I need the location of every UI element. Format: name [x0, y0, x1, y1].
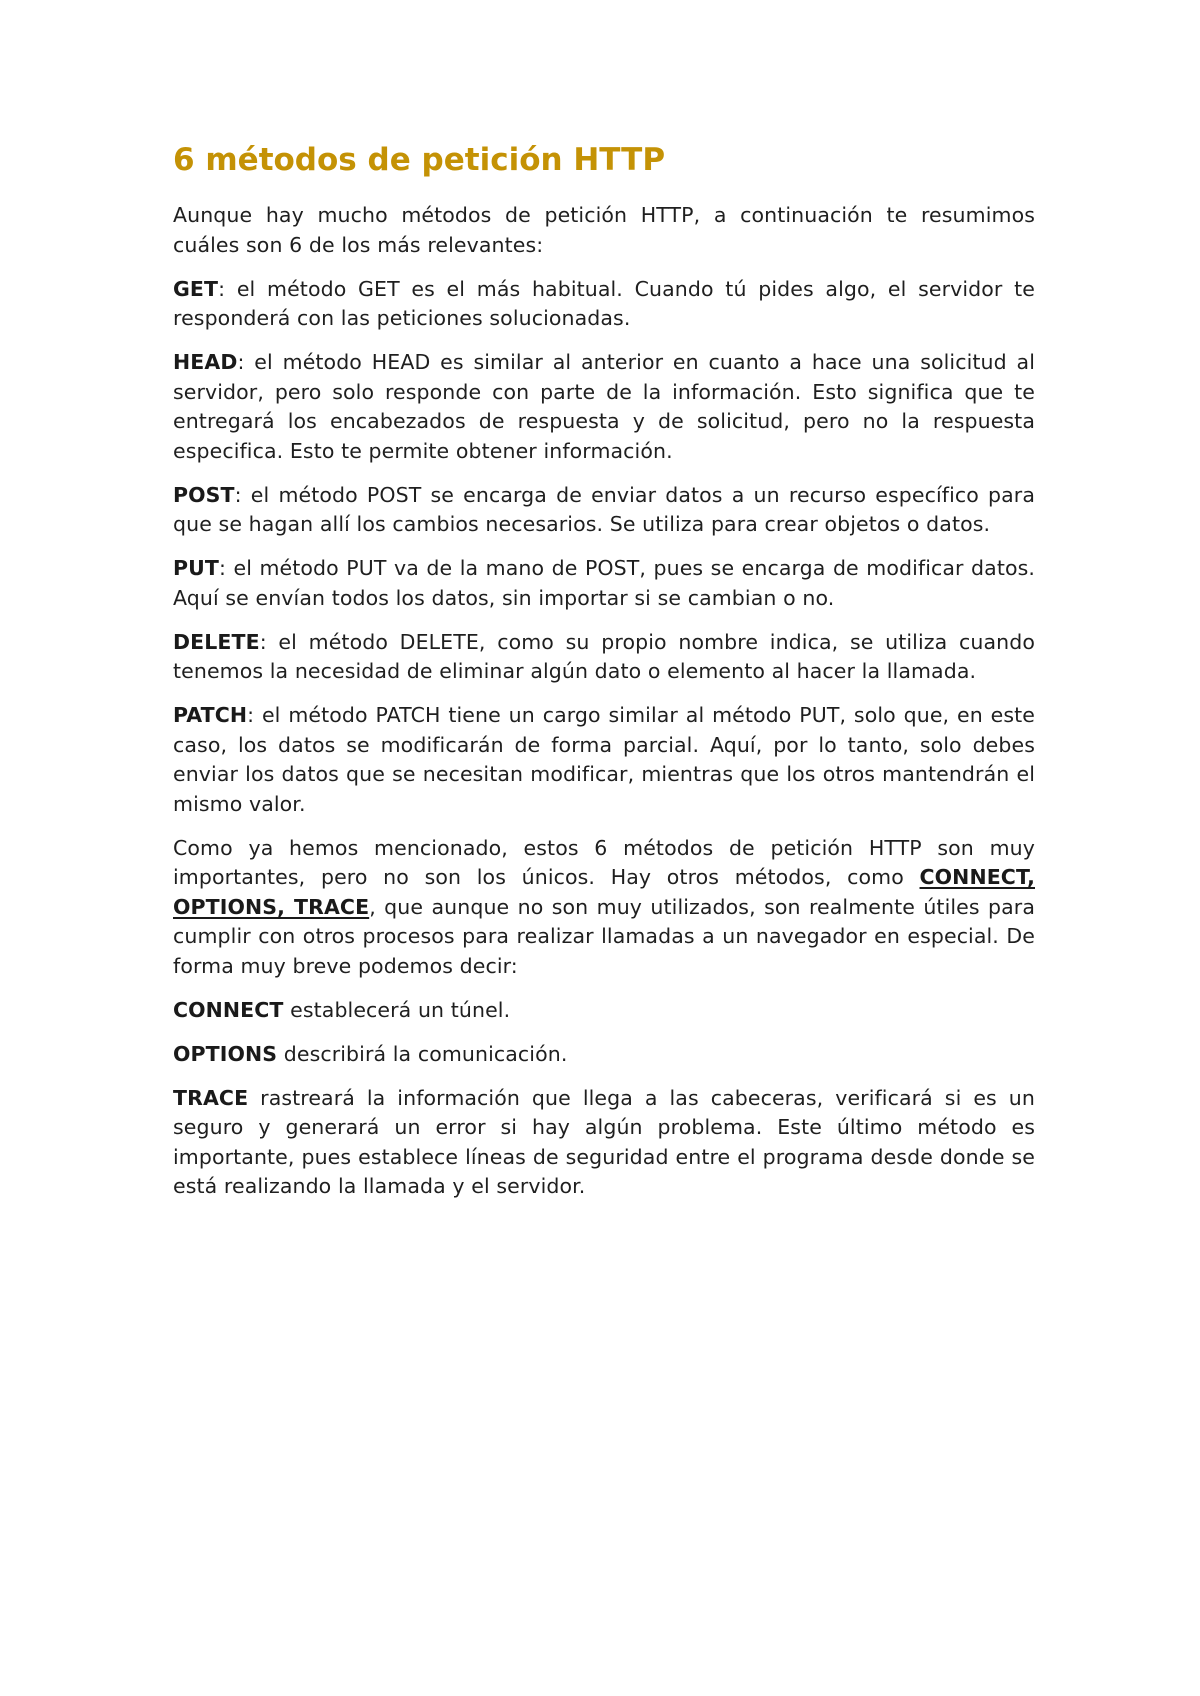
method-separator: :	[237, 350, 255, 375]
intro-paragraph: Aunque hay mucho métodos de petición HTTP, a continuación te resumimos cuáles son 6 de los más relevantes:	[173, 203, 1035, 257]
closing-text-after: , que aunque no son muy utilizados, son realmente útiles para cumplir con otros procesos para realizar llamadas a un navegador en especial. De forma muy breve podemos decir:	[173, 894, 1035, 978]
extra-method-description: establecerá un túnel.	[283, 997, 511, 1022]
other-methods-link[interactable]: CONNECT, OPTIONS, TRACE	[173, 865, 1035, 919]
method-description: el método GET es el más habitual. Cuando tú pides algo, el servidor te responderá con las peticiones solucionadas.	[173, 276, 1035, 331]
extra-method-name: TRACE	[173, 1085, 249, 1110]
method-paragraph-get	[173, 275, 1035, 334]
extra-method-name: CONNECT	[173, 997, 284, 1022]
method-paragraph-put	[173, 554, 1035, 613]
extra-method-name: OPTIONS	[173, 1041, 278, 1066]
method-name: DELETE	[173, 629, 260, 654]
closing-paragraph	[173, 834, 1035, 982]
method-separator: :	[247, 703, 262, 728]
extra-method-description: rastreará la información que llega a las cabeceras, verificará si es un seguro y generará un error si hay algún problema. Este último método es importante, pues establece líneas de seguridad entre el programa desde donde se está realizando la llamada y el servidor.	[173, 1085, 1035, 1199]
method-paragraph-head	[173, 348, 1035, 466]
extra-method-connect	[173, 996, 1035, 1026]
method-name: PUT	[173, 556, 219, 581]
method-name: PATCH	[173, 703, 248, 728]
method-description: el método PUT va de la mano de POST, pues se encarga de modificar datos. Aquí se envían todos los datos, sin importar si se cambian o no.	[173, 556, 1036, 610]
method-name: POST	[173, 482, 235, 507]
method-separator: :	[218, 276, 237, 301]
method-separator: :	[218, 556, 234, 581]
method-separator: :	[234, 482, 251, 507]
method-paragraph-patch	[173, 701, 1035, 819]
document-page	[173, 142, 1035, 1216]
extra-method-options	[173, 1040, 1035, 1070]
method-description: el método POST se encarga de enviar datos a un recurso específico para que se hagan allí los cambios necesarios. Se utiliza para crear objetos o datos.	[173, 482, 1035, 537]
document-title: 6 métodos de petición HTTP	[173, 142, 666, 178]
extra-method-description: describirá la comunicación.	[277, 1041, 568, 1066]
method-separator: :	[259, 629, 279, 654]
method-paragraph-delete	[173, 628, 1035, 687]
extra-method-trace	[173, 1084, 1035, 1202]
method-description: el método PATCH tiene un cargo similar al método PUT, solo que, en este caso, los datos se modificarán de forma parcial. Aquí, por lo tanto, solo debes enviar los datos que se necesitan modificar, mientras que los otros mantendrán el mismo valor.	[173, 703, 1035, 816]
method-paragraph-post	[173, 481, 1035, 540]
closing-text-before: Como ya hemos mencionado, estos 6 métodos de petición HTTP son muy importantes, pero no son los únicos. Hay otros métodos, como	[173, 835, 1035, 890]
method-name: GET	[173, 276, 219, 301]
method-description: el método HEAD es similar al anterior en cuanto a hace una solicitud al servidor, pero solo responde con parte de la información. Esto significa que te entregará los encabezados de respuesta y de solicitud, pero no la respuesta especifica. Esto te permite obtener información.	[173, 350, 1036, 463]
method-description: el método DELETE, como su propio nombre indica, se utiliza cuando tenemos la necesidad de eliminar algún dato o elemento al hacer la llamada.	[173, 629, 1035, 684]
method-name: HEAD	[173, 350, 238, 375]
